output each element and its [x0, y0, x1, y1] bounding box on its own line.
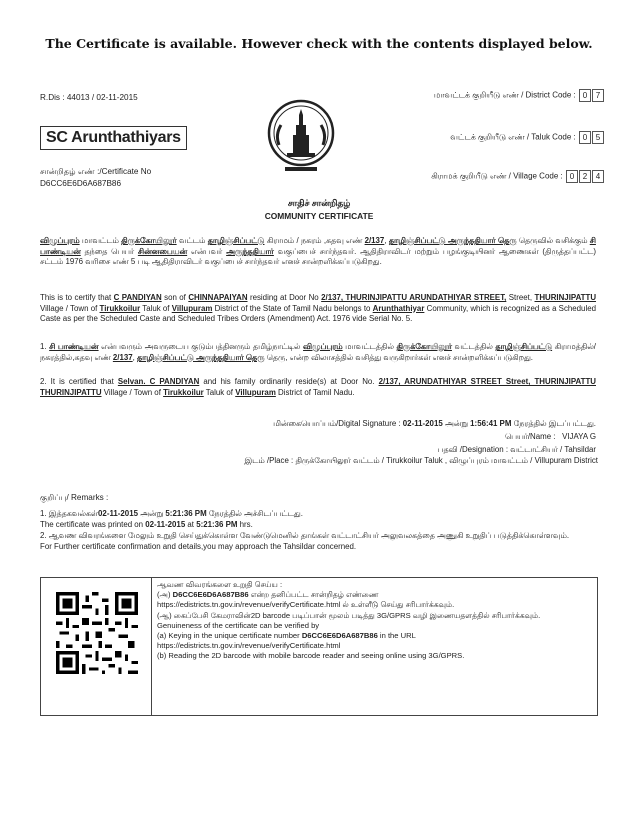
text: hrs. — [239, 520, 253, 529]
verification-url[interactable]: https://edistricts.tn.gov.in/revenue/verifyCertificate.html — [157, 641, 341, 651]
text: மாவட்டத்தில் — [345, 342, 394, 351]
signature-date: 02-11-2015 — [402, 419, 443, 428]
qr-code-cell — [41, 578, 152, 715]
code-digit: 5 — [592, 131, 604, 144]
english-certification-paragraph — [40, 293, 596, 325]
caste-name: அருந்ததியார் — [226, 246, 274, 256]
text: அன்று — [444, 419, 468, 428]
person-name: சி பாண்டியன் — [49, 342, 99, 351]
person-name: Selvan. C PANDIYAN — [117, 377, 200, 386]
text: in the URL — [379, 631, 416, 641]
text: ஆவண விவரங்களை உறுதி செய்ய : — [157, 580, 283, 589]
text: The certificate was printed on — [40, 520, 144, 529]
text: son of — [164, 293, 186, 302]
text: This is to certify that — [40, 293, 112, 302]
code-digit: 0 — [579, 89, 591, 102]
text: (அ) — [157, 590, 171, 600]
text: தெரு, என்ற விலாசத்தில் வசித்து வருகிறார்கள் எனச் சான்றளிக்கப்படுகிறது. — [266, 352, 534, 362]
text: (a) Keying in the unique certificate number — [157, 631, 300, 641]
reference-number: R.Dis : 44013 / 02-11-2015 — [40, 93, 138, 102]
text: Village / Town of — [103, 387, 161, 397]
signatory-name: VIJAYA G — [562, 432, 596, 441]
tamil-certification-paragraph: விழுப்புரம் மாவட்டம் திருக்கோயிலூர் வட்டம் தாழிஞ்சிப்பட்டு கிராமம் / நகரம் ,கதவு எண் 2/137, தாழிஞ்சிப்பட்டு அருந்ததியார் தெரு தெருவில் வசிக்கும் சி பாண்டியன் தந்தை பெயர் சின்னபையன் என்பவர் அருந்ததியார் வகுப்பைச் சார்ந்தவர். ஆதிதிராவிடர் மற்றும் பழங்குடியினர் ஆணைகள் (திருத்தப்பட்ட) சட்டம் 1976 வரிசை எண் 5 படி ஆதிதிராவிடர் வகுப்பைச் சார்ந்தவர் எனச் சான்றளிக்கப்படுகிறது. — [40, 236, 596, 267]
remarks-list — [40, 508, 596, 552]
text: நேரத்தில் இடப்பட்டது. — [513, 419, 596, 428]
print-time: 5:21:36 PM — [165, 509, 207, 518]
text: Village / Town of — [40, 303, 98, 313]
text: District of Tamil Nadu. — [278, 387, 355, 397]
person-name: சி பாண்டியன் — [40, 236, 596, 256]
district-name: விழுப்புரம் — [40, 236, 80, 245]
district-code-label: மாவட்டக் குறியீடு எண் / District Code : — [433, 90, 576, 100]
heading-english: COMMUNITY CERTIFICATE — [264, 211, 374, 221]
district-name: Villupuram — [171, 303, 213, 313]
caste-title: SC Arunthathiyars — [40, 126, 187, 150]
code-digit: 0 — [566, 170, 578, 183]
village-code — [431, 170, 604, 183]
text: Genuineness of the certificate can be verified by — [157, 620, 320, 630]
text: District of the State of Tamil Nadu belongs to — [214, 303, 371, 313]
place-line — [244, 456, 598, 466]
verification-instructions — [157, 580, 591, 662]
taluk-name: திருக்கோயிலூர் — [121, 236, 177, 245]
qr-code-icon[interactable] — [56, 592, 138, 674]
taluk-name: Tirukkoilur — [99, 303, 141, 313]
text: at — [187, 520, 195, 529]
place: திருக்கோயிலூர் வட்டம் / Tirukkoilur Taluk , விழுப்புரம் மாவட்டம் / Villupuram District — [295, 456, 598, 465]
taluk-name: Tirukkoilur — [163, 387, 204, 397]
taluk-code-label: வட்டக் குறியீடு எண் / Taluk Code : — [450, 132, 576, 142]
district-code — [434, 89, 604, 102]
door-number: 2/137 — [112, 352, 133, 362]
certificate-number-label: சான்றிதழ் எண் :/Certificate No — [40, 167, 152, 176]
text: residing at Door No — [249, 293, 319, 302]
text: Taluk of — [205, 387, 233, 397]
street-name: தாழிஞ்சிப்பட்டு அருந்ததியார் தெரு — [388, 236, 517, 245]
village-name: THURINJIPATTU — [40, 387, 102, 397]
text: Community, which is recognized as a Scheduled Caste as per the Scheduled Caste and Scheduled Tribes Orders (Amendment) Act. 1976 vide Serial No. 5. — [40, 303, 596, 324]
text: என்பவரும் அவருடைய குடும்பத்தினரும் தமிழ்நாட்டில் — [101, 342, 301, 351]
signature-time: 1:56:41 PM — [470, 419, 512, 428]
tamil-residence-paragraph: 1. சி பாண்டியன் என்பவரும் அவருடைய குடும்பத்தினரும் தமிழ்நாட்டில் விழுப்புரம் மாவட்டத்தில் திருக்கோயிலூர் வட்டத்தில் தாழிஞ்சிப்பட்டு கிராமத்தில்/நகரத்தில்,கதவு எண் 2/137, தாழிஞ்சிப்பட்டு அருந்ததியார் தெரு தெரு, என்ற விலாசத்தில் வசித்து வருகிறார்கள் எனச் சான்றளிக்கப்படுகிறது. — [40, 342, 597, 362]
text: மாவட்டம் — [81, 236, 119, 245]
certificate-number: D6CC6E6D6A687B86 — [40, 179, 122, 188]
text: 2. It is certified that — [40, 377, 114, 386]
designation-line — [273, 443, 596, 456]
text: தெருவில் வசிக்கும் — [518, 236, 588, 245]
print-time: 5:21:36 PM — [196, 520, 238, 529]
text: (b) Reading the 2D barcode with mobile barcode reader and seeing online using 3G/GPRS. — [157, 651, 465, 661]
text: நேரத்தில் அச்சிடப்பட்டது. — [208, 509, 303, 518]
text: 1. — [40, 342, 47, 351]
remark-2-english: For Further certificate confirmation and details,you may approach the Tahsildar concerned. — [40, 542, 357, 551]
digital-signature-line — [273, 417, 596, 430]
remark-1-english — [40, 519, 596, 530]
village-name: THURINJIPATTU — [534, 293, 597, 302]
text: இடம் /Place : — [244, 456, 294, 465]
father-name: சின்னபையன் — [137, 246, 188, 256]
verify-line-a-tamil — [157, 590, 591, 600]
print-date: 02-11-2015 — [145, 520, 186, 529]
certificate-number: D6CC6E6D6A687B86 — [301, 631, 378, 641]
signatory-name-line — [273, 430, 596, 443]
text: வகுப்பைச் சார்ந்தவர். ஆதிதிராவிடர் மற்றும் பழங்குடியினர் ஆணைகள் (திருத்தப்பட்ட) சட்டம் 1976 வரிசை எண் 5 படி ஆதிதிராவிடர் வகுப்பைச் சார்ந்தவர் எனச் சான்றளிக்கப்படுகிறது. — [40, 246, 596, 267]
code-digit: 2 — [579, 170, 591, 183]
text: Street, — [508, 293, 533, 302]
text: 1. இத்தகவல்கள் — [40, 509, 99, 518]
availability-banner: The Certificate is available. However check with the contents displayed below. — [45, 36, 593, 51]
tamil-nadu-emblem-icon — [265, 95, 337, 177]
text: தந்தை பெயர் — [84, 246, 135, 256]
code-digit: 7 — [592, 89, 604, 102]
village-code-label: கிராமக் குறியீடு எண் / Village Code : — [431, 171, 563, 181]
code-digit: 0 — [579, 131, 591, 144]
english-residence-paragraph — [40, 377, 596, 398]
father-name: CHINNAPAIYAN — [188, 293, 248, 302]
taluk-name: திருக்கோயிலூர் — [396, 342, 452, 351]
text: பெயர்/Name : — [504, 432, 556, 441]
text: அன்று — [140, 509, 164, 518]
text: மின்கையொப்பம்/Digital Signature : — [273, 419, 401, 428]
verification-table — [40, 577, 598, 716]
village-name: தாழிஞ்சிப்பட்டு — [207, 236, 265, 245]
text: என்ற தனிப்பட்ட சான்றிதழ் எண்ணை — [250, 590, 379, 600]
door-number: 2/137, THURINJIPATTU ARUNDATHIYAR STREET, — [321, 293, 507, 302]
heading-tamil: சாதிச் சான்றிதழ் — [287, 198, 351, 208]
caste-name: Arunthathiyar — [372, 303, 425, 313]
text: பதவி /Designation : — [437, 445, 509, 454]
district-name: Villupuram — [235, 387, 276, 397]
certificate-number: D6CC6E6D6A687B86 — [172, 590, 249, 600]
door-number: 2/137, ARUNDATHIYAR STREET Street, THURINJIPATTU — [378, 377, 596, 386]
door-number: 2/137 — [364, 236, 385, 245]
designation: வட்டாட்சியர் / Tahsildar — [510, 445, 596, 454]
print-date: 02-11-2015 — [98, 509, 138, 518]
street-name: தாழிஞ்சிப்பட்டு அருந்ததியார் தெரு — [137, 352, 265, 362]
text: (ஆ) கைப்பேசி கேமராவின்2D barcode படிப்பான் மூலம் படித்து 3G/GPRS வழி இணையதளத்தில் சரிபார்க்கவும். — [157, 610, 541, 620]
text: என்பவர் — [190, 246, 223, 256]
remark-2-tamil: 2. ஆவண விவரங்களை மேலும் உறுதி செய்துக்கொள்ள வேண்டுமெனில் தாங்கள் வட்டாட்சியர் அலுவலகத்தை அணுகி உறுதிப் படுத்திக்கொள்ளவும். — [40, 531, 570, 540]
text: வட்டம் — [178, 236, 206, 245]
verification-url-tamil[interactable]: https://edistricts.tn.gov.in/revenue/verifyCertificate.html ல் உள்ளீடு செய்து சரிபார்க்கவும். — [157, 600, 455, 610]
text: வட்டத்தில் — [454, 342, 493, 351]
remarks-label: குறிப்பு/ Remarks : — [40, 493, 109, 502]
district-name: விழுப்புரம் — [303, 342, 343, 351]
village-name: தாழிஞ்சிப்பட்டு — [495, 342, 553, 351]
code-digit: 4 — [592, 170, 604, 183]
text: கிராமத்தில்/நகரத்தில்,கதவு எண் — [40, 342, 597, 362]
person-name: C PANDIYAN — [113, 293, 162, 302]
text: Taluk of — [142, 303, 170, 313]
taluk-code — [450, 131, 604, 144]
remark-1-tamil — [40, 508, 596, 519]
signature-block — [273, 417, 596, 456]
text: and his family ordinarily reside(s) at Door No. — [203, 377, 375, 386]
verify-line-a-english — [157, 631, 591, 641]
text: கிராமம் / நகரம் ,கதவு எண் — [266, 236, 363, 245]
